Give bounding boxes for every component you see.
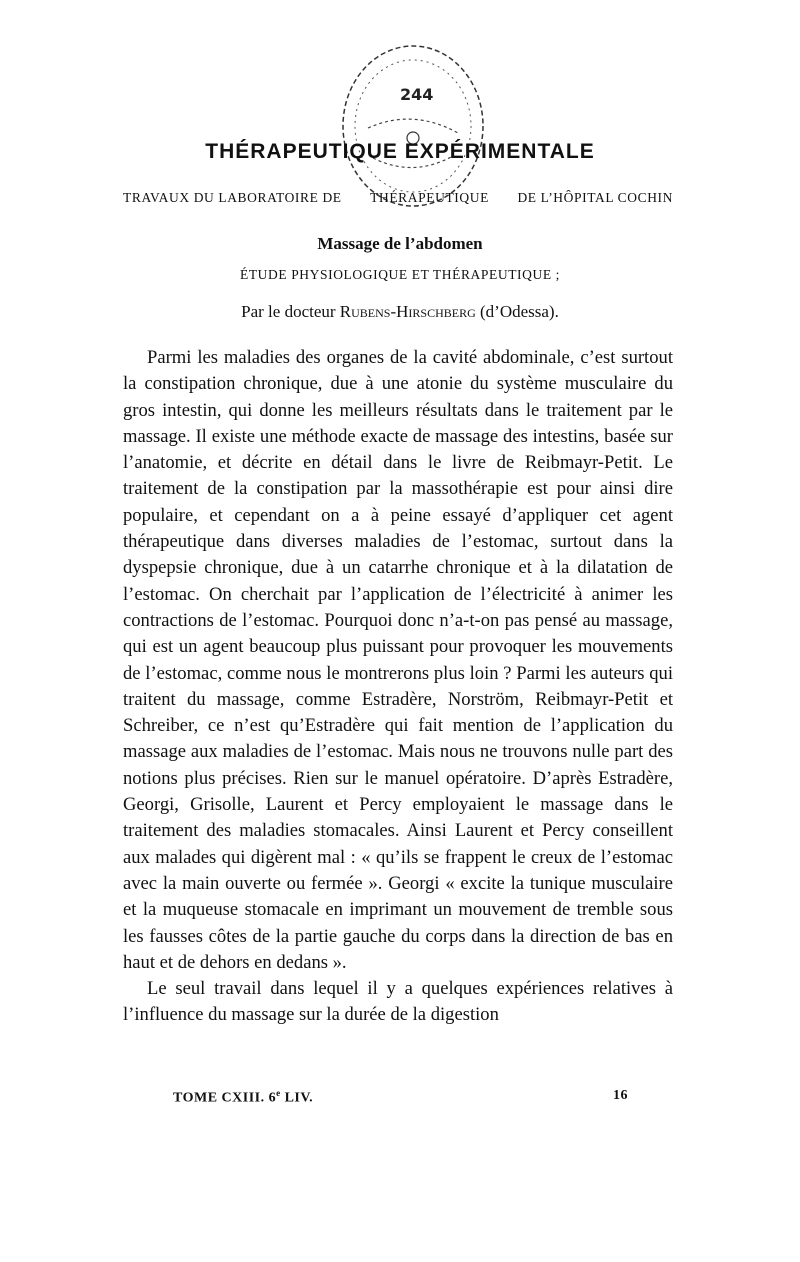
laboratory-line-middle: THÉRAPEUTIQUE [370,190,489,205]
livraison-label: LIV. [284,1090,314,1106]
library-stamp [338,38,488,208]
page-number: 16 [613,1088,628,1103]
body-paragraph: Parmi les maladies des organes de la cavité abdominale, c’est surtout la constipation chronique, due à une atonie du système musculaire du gros intestin, qui donne les meilleurs résultats dans le traitement par le massage. Il existe une méthode exacte de massage des intestins, basée sur l’anatomie, et décrite en détail dans le livre de Reibmayr-Petit. Le traitement de la constipation par la massothérapie est pour ainsi dire populaire, et cependant on a à peine essayé d’appliquer cet agent thérapeutique dans diverses maladies de l’estomac, surtout dans la dyspepsie chronique, due à un catarrhe chronique et à la dilatation de l’estomac. On cherchait par l’application de l’électricité à animer les contractions de l’estomac. Pourquoi donc n’a-t-on pas pensé au massage, qui est un agent beaucoup plus puissant pour provoquer les mouvements de l’estomac, comme nous le montrerons plus loin ? Parmi les auteurs qui traitent du massage, comme Estradère, Norström, Reibmayr-Petit et Schreiber, ce n’est qu’Estradère qui fait mention de l’application du massage aux maladies de l’estomac. Mais nous ne trouvons nulle part des notions plus précises. Rien sur le manuel opératoire. D’après Estradère, Georgi, Grisolle, Laurent et Percy employaient le massage dans le traitement des maladies stomacales. Ainsi Laurent et Percy conseillent aux malades qui digèrent mal : « qu’ils se frappent le creux de l’estomac avec la main ouverte ou fermée ». Georgi « excite la tunique musculaire et la muqueuse stomacale en imprimant un mouvement de tremble sous les fausses côtes de la partie gauche du corps dans la direction de bas en haut et de dehors en dedans ». [123,347,673,973]
article-body [123,345,673,1029]
tome-label: TOME CXIII. [173,1090,265,1106]
byline-suffix: (d’Odessa). [480,302,559,321]
laboratory-line-right: DE L’HÔPITAL COCHIN [517,190,673,205]
byline-prefix: Par le docteur [241,302,336,321]
article-title: Massage de l’abdomen [317,234,483,253]
laboratory-line-left: TRAVAUX DU LABORATOIRE DE [123,190,342,205]
page-footer [173,1088,628,1107]
section-title: THÉRAPEUTIQUE EXPÉRIMENTALE [205,140,595,163]
livraison-superscript: e [276,1088,281,1098]
library-stamp-seal [338,38,488,208]
volume-info [173,1088,313,1107]
svg-text:244: 244 [400,85,434,104]
article-subtitle: ÉTUDE PHYSIOLOGIQUE ET THÉRAPEUTIQUE ; [239,267,561,282]
laboratory-line [123,190,673,206]
body-paragraph: Le seul travail dans lequel il y a quelques expériences relatives à l’influence du massage sur la durée de la digestion [123,978,673,1026]
author-name: Rubens-Hirschberg [339,302,476,321]
livraison-number: 6 [268,1090,277,1106]
byline [0,302,800,322]
